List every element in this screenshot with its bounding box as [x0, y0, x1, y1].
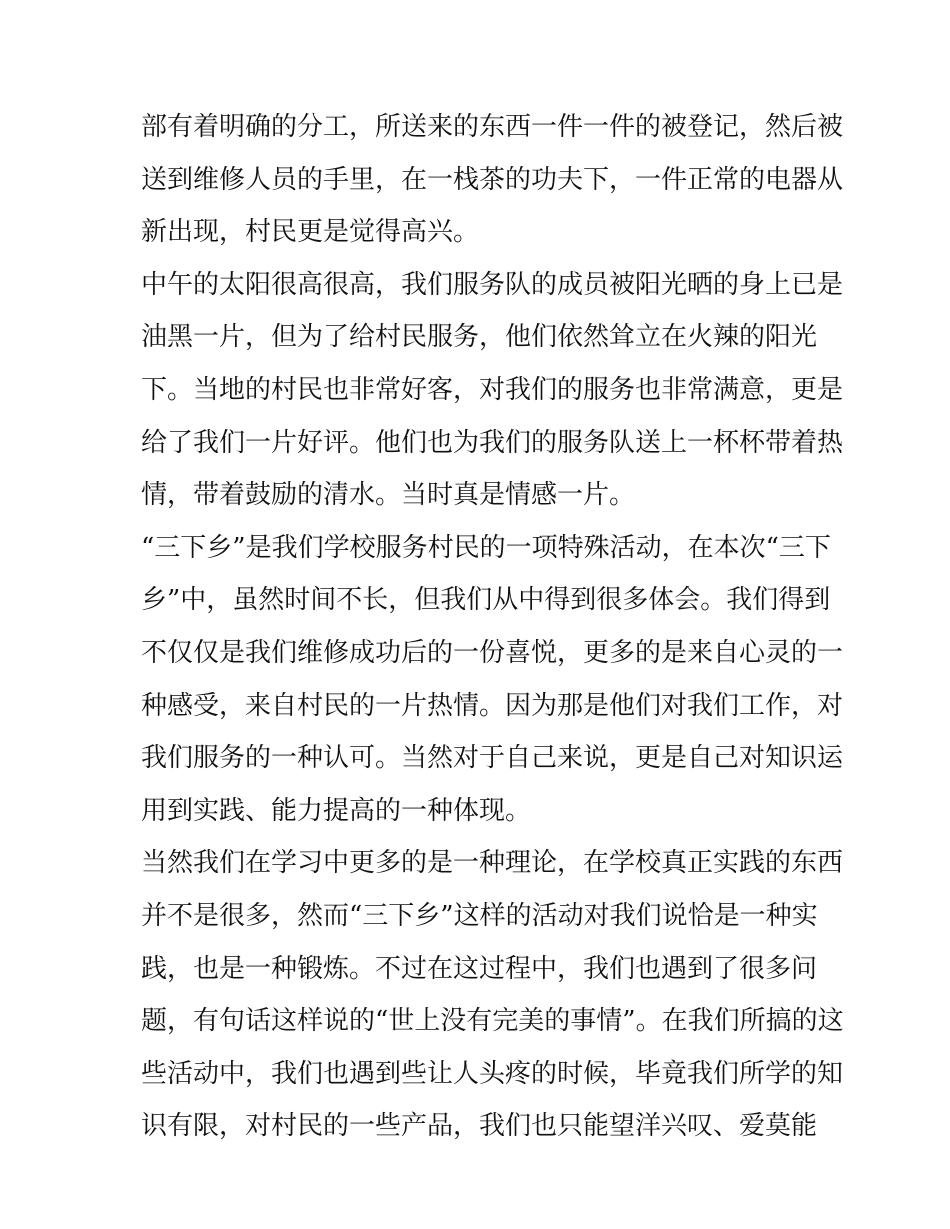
text-line: “三下乡”是我们学校服务村民的一项特殊活动，在本次“三下 [141, 532, 831, 563]
text-line: 乡”中，虽然时间不长，但我们从中得到很多体会。我们得到 [141, 585, 831, 616]
text-line: 情，带着鼓励的清水。当时真是情感一片。 [141, 480, 636, 511]
text-line: 识有限，对村民的一些产品，我们也只能望洋兴叹、爱莫能 [141, 1111, 818, 1142]
text-line: 送到维修人员的手里，在一栈茶的功夫下，一件正常的电器从 [141, 164, 844, 195]
text-line: 给了我们一片好评。他们也为我们的服务队送上一杯杯带着热 [141, 427, 844, 458]
text-line: 下。当地的村民也非常好客，对我们的服务也非常满意，更是 [141, 374, 844, 405]
text-line: 油黑一片，但为了给村民服务，他们依然耸立在火辣的阳光 [141, 322, 818, 353]
text-line: 当然我们在学习中更多的是一种理论，在学校真正实践的东西 [141, 848, 844, 879]
text-line: 新出现，村民更是觉得高兴。 [141, 217, 480, 248]
text-line: 不仅仅是我们维修成功后的一份喜悦，更多的是来自心灵的一 [141, 637, 844, 668]
text-line: 我们服务的一种认可。当然对于自己来说，更是自己对知识运 [141, 743, 844, 774]
text-line: 种感受，来自村民的一片热情。因为那是他们对我们工作，对 [141, 690, 844, 721]
text-line: 践，也是一种锻炼。不过在这过程中，我们也遇到了很多问 [141, 953, 818, 984]
body-text [141, 101, 844, 1153]
text-line: 题，有句话这样说的“世上没有完美的事情”。在我们所搞的这 [141, 1006, 844, 1037]
text-line: 部有着明确的分工，所送来的东西一件一件的被登记，然后被 [141, 112, 844, 142]
text-line: 些活动中，我们也遇到些让人头疼的时候，毕竟我们所学的知 [141, 1058, 844, 1089]
text-line: 用到实践、能力提高的一种体现。 [141, 795, 532, 826]
text-line: 中午的太阳很高很高，我们服务队的成员被阳光晒的身上已是 [141, 269, 844, 300]
text-line: 并不是很多，然而“三下乡”这样的活动对我们说恰是一种实 [141, 900, 818, 931]
